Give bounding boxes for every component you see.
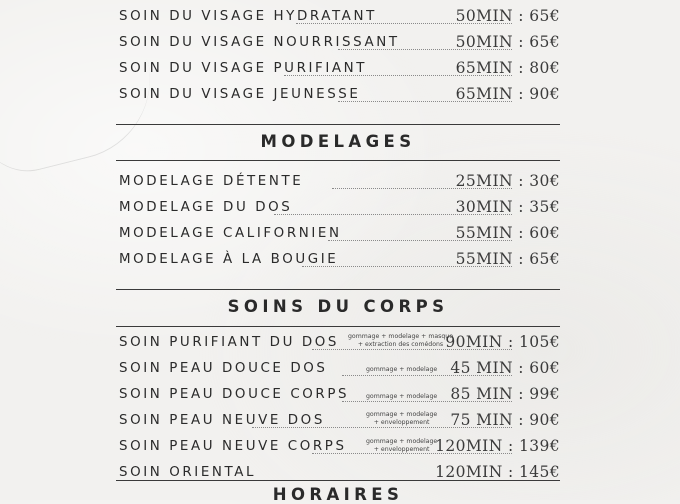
- item-name: MODELAGE À LA BOUGIE: [119, 252, 339, 267]
- item-price: 30MIN : 35€: [455, 198, 560, 216]
- item-price: 45 MIN : 60€: [450, 359, 560, 377]
- section-title-soins-du-corps: SOINS DU CORPS: [227, 297, 449, 316]
- item-name: MODELAGE DÉTENTE: [119, 174, 304, 189]
- item-price: 75 MIN : 90€: [450, 411, 560, 429]
- item-description: gommage + modelage: [366, 393, 438, 400]
- item-description: gommage + modelage + enveloppement: [366, 411, 438, 426]
- item-description: gommage + modelage + masque + extraction des comédons: [348, 333, 454, 348]
- divider: [116, 124, 560, 125]
- item-name: SOIN PEAU NEUVE CORPS: [119, 439, 347, 454]
- item-price: 120MIN : 139€: [435, 437, 560, 455]
- item-description: gommage + modelage + enveloppement: [366, 438, 438, 453]
- item-price: 90MIN : 105€: [445, 333, 560, 351]
- menu-item: [116, 56, 560, 80]
- item-price: 85 MIN : 99€: [450, 385, 560, 403]
- menu-item: [116, 4, 560, 28]
- item-name: SOIN DU VISAGE PURIFIANT: [119, 61, 368, 76]
- item-name: SOIN PURIFIANT DU DOS: [119, 335, 339, 350]
- item-price: 25MIN : 30€: [455, 172, 560, 190]
- menu-item: [116, 330, 560, 354]
- menu-item: [116, 356, 560, 380]
- menu-item: [116, 408, 560, 432]
- menu-item: [116, 434, 560, 458]
- item-price: 50MIN : 65€: [455, 7, 560, 25]
- section-title-horaires: HORAIRES: [272, 485, 404, 504]
- item-name: SOIN PEAU DOUCE DOS: [119, 361, 328, 376]
- item-name: SOIN DU VISAGE NOURRISSANT: [119, 35, 400, 50]
- item-price: 55MIN : 60€: [455, 224, 560, 242]
- item-description: gommage + modelage: [366, 366, 438, 373]
- item-name: SOIN DU VISAGE HYDRATANT: [119, 9, 377, 24]
- item-price: 55MIN : 65€: [455, 250, 560, 268]
- item-name: MODELAGE CALIFORNIEN: [119, 226, 342, 241]
- item-name: MODELAGE DU DOS: [119, 200, 293, 215]
- item-price: 120MIN : 145€: [435, 463, 560, 481]
- item-price: 65MIN : 90€: [455, 85, 560, 103]
- menu-item: [116, 195, 560, 219]
- menu-item: [116, 82, 560, 106]
- item-price: 50MIN : 65€: [455, 33, 560, 51]
- item-name: SOIN PEAU DOUCE CORPS: [119, 387, 350, 402]
- menu-item: [116, 382, 560, 406]
- item-price: 65MIN : 80€: [455, 59, 560, 77]
- item-name: SOIN ORIENTAL: [119, 465, 257, 480]
- divider: [116, 160, 560, 161]
- divider: [116, 289, 560, 290]
- item-name: SOIN DU VISAGE JEUNESSE: [119, 87, 361, 102]
- section-title-modelages: MODELAGES: [260, 132, 416, 151]
- menu-item: [116, 221, 560, 245]
- item-name: SOIN PEAU NEUVE DOS: [119, 413, 325, 428]
- menu-item: [116, 169, 560, 193]
- menu-item: [116, 30, 560, 54]
- menu-item: [116, 247, 560, 271]
- divider: [116, 480, 560, 481]
- divider: [116, 326, 560, 327]
